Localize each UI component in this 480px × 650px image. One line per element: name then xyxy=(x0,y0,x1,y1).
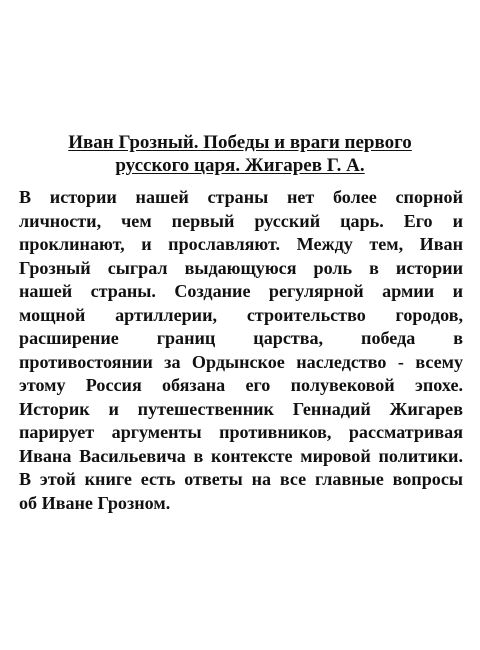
book-title-line: русского царя. Жигарев Г. А. xyxy=(115,155,365,176)
description-line: нашей страны. Создание регулярной армии и xyxy=(19,281,463,301)
book-title-line: Иван Грозный. Победы и враги первого xyxy=(68,132,412,153)
description-line: расширение границ царства, победа в xyxy=(19,328,463,348)
description-line: противостоянии за Ордынское наследство - всему xyxy=(19,351,463,372)
description-line: В этой книге есть ответы на все главные вопросы xyxy=(19,469,463,489)
description-line: проклинают, и прославляют. Между тем, Иван xyxy=(19,234,463,254)
description-line: В истории нашей страны нет более спорной xyxy=(19,187,463,207)
book-title xyxy=(30,131,450,177)
description-line: мощной артиллерии, строительство городов, xyxy=(19,304,463,325)
description-line: парирует аргументы противников, рассматривая xyxy=(19,422,463,442)
description-line: об Иване Грозном. xyxy=(19,492,171,513)
description-line: личности, чем первый русский царь. Его и xyxy=(19,210,463,231)
description-line: Ивана Васильевича в контексте мировой политики. xyxy=(19,445,463,466)
description-line: Историк и путешественник Геннадий Жигарев xyxy=(19,398,463,419)
book-description xyxy=(19,186,463,515)
description-line: этому Россия обязана его полувековой эпохе. xyxy=(19,375,463,395)
description-line: Грозный сыграл выдающуюся роль в истории xyxy=(19,257,463,278)
